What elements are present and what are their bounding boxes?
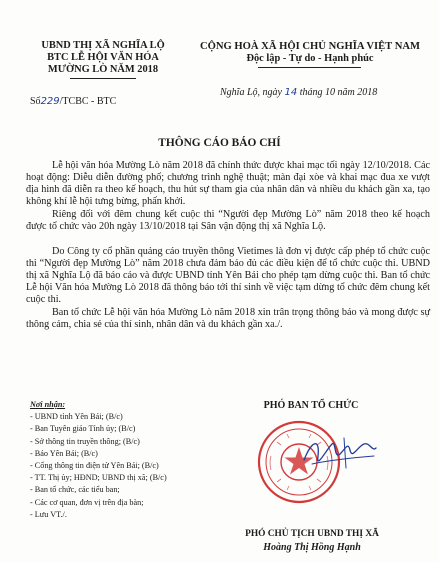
- recipient-item: - Ban Tuyên giáo Tỉnh ủy; (B/c): [30, 424, 136, 434]
- recipient-item: - Lưu VT./.: [30, 509, 67, 519]
- document-number-handwritten: 229: [40, 96, 60, 107]
- recipient-item: - Ban tổ chức, các tiểu ban;: [30, 485, 120, 495]
- recipient-item: - Báo Yên Bái; (B/c): [30, 448, 98, 458]
- recipients-title: Nơi nhận:: [30, 400, 66, 409]
- organizing-committee: BTC LỄ HỘI VĂN HÓA: [47, 52, 159, 63]
- date-prefix: Nghĩa Lộ, ngày: [220, 87, 282, 98]
- signatory-heading: PHÓ BAN TỔ CHỨC: [263, 400, 359, 411]
- header-divider-right: [258, 67, 361, 68]
- document-title: THÔNG CÁO BÁO CHÍ: [158, 137, 281, 149]
- body-paragraph: Do Công ty cổ phần quảng cáo truyền thông Vietimes là đơn vị được cấp phép tổ chức cuộc thi “Người đẹp Mường Lò” năm 2018 chưa đảm bảo đủ các điều kiện để tổ chức cuộc thi. UBND thị xã Nghĩa Lộ đã báo cáo và được UBND tỉnh Yên Bái cho phép tạm dừng cuộc thi. Ban tổ chức Lễ hội Văn hóa Mường Lò 2018 đã thông báo tới thí sinh về việc tạm dừng tổ chức đêm chung kết cuộc thi.: [26, 246, 430, 306]
- organizing-committee-event: MƯỜNG LÒ NĂM 2018: [47, 64, 159, 75]
- signatory-name: Hoàng Thị Hồng Hạnh: [263, 542, 361, 553]
- recipient-item: - UBND tỉnh Yên Bái; (B/c): [30, 412, 123, 422]
- recipient-item: - TT. Thị ủy; HĐND; UBND thị xã; (B/c): [30, 473, 167, 483]
- handwritten-signature: [300, 430, 380, 480]
- signatory-role: PHÓ CHỦ TỊCH UBND THỊ XÃ: [245, 529, 379, 539]
- document-number-suffix: /TCBC - BTC: [59, 96, 117, 107]
- recipients-list: [30, 399, 220, 521]
- body-paragraph: Lễ hội văn hóa Mường Lò năm 2018 đã chính thức được khai mạc tối ngày 12/10/2018. Các hoạt động: Diễu diễn đường phố; chương trình nghệ thuật; màn đại xòe và khai mạc đua xe vượt địa hình đã diễn ra theo kế hoạch, thu hút sự tham gia của nhân dân và nhiều du khách gần xa, tạo không khí lễ hội tưng bừng, phấn khởi.: [26, 160, 430, 208]
- body-paragraph: Ban tổ chức Lễ hội văn hóa Mường Lò năm 2018 xin trân trọng thông báo và mong được sự thông cảm, chia sẻ của thí sinh, nhân dân và du khách gần xa./.: [26, 307, 430, 331]
- document-number-prefix: Số: [30, 96, 41, 107]
- document-number: [30, 96, 116, 107]
- date-suffix: tháng 10 năm 2018: [299, 87, 378, 98]
- date-day-handwritten: 14: [284, 87, 298, 98]
- national-motto: Độc lập - Tự do - Hạnh phúc: [246, 53, 374, 64]
- recipient-item: - Các cơ quan, đơn vị trên địa bàn;: [30, 497, 144, 507]
- header-divider-left: [70, 78, 136, 79]
- recipient-item: - Cổng thông tin điện tử Yên Bái; (B/c): [30, 461, 159, 471]
- recipient-item: - Sở thông tin truyền thông; (B/c): [30, 436, 140, 446]
- document-date: [220, 87, 377, 98]
- national-title: CỘNG HOÀ XÃ HỘI CHỦ NGHĨA VIỆT NAM: [199, 41, 421, 52]
- body-paragraph: Riêng đối với đêm chung kết cuộc thi “Người đẹp Mường Lò” năm 2018 theo kế hoạch được tổ chức vào 20h ngày 13/10/2018 tại Sân vận động thị xã Nghĩa Lộ.: [26, 209, 430, 233]
- issuing-authority: UBND THỊ XÃ NGHĨA LỘ: [41, 40, 165, 51]
